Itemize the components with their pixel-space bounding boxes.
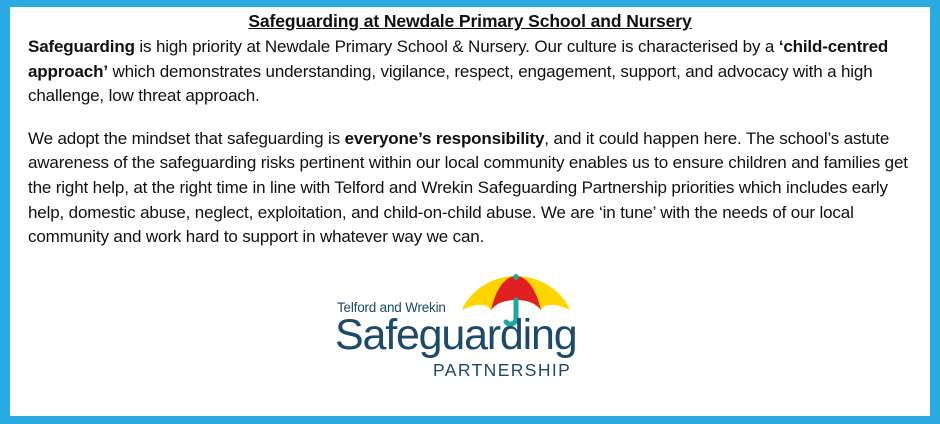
paragraph-one-emphasis: ‘child-centred approach’ (28, 36, 889, 81)
logo-subtitle: PARTNERSHIP (433, 360, 572, 380)
page-title: Safeguarding at Newdale Primary School and Nursery (248, 11, 692, 31)
logo-container (28, 272, 912, 387)
logo-org-prefix: Telford and Wrekin (337, 300, 446, 315)
paragraph-two-emphasis: everyone’s responsibility (344, 128, 545, 148)
paragraph-one-text-b: which demonstrates understanding, vigilance, respect, engagement, support, and advocacy with a high challenge, low threat approach. (28, 61, 873, 106)
document-content (10, 7, 930, 416)
paragraph-one-text-a: is high priority at Newdale Primary School & Nursery. Our culture is characterised by a (134, 36, 779, 56)
paragraph-two-text-a: We adopt the mindset that safeguarding is (28, 128, 345, 148)
safeguarding-partnership-logo (335, 272, 605, 387)
paragraph-one (28, 35, 912, 109)
paragraph-two-text-b: , and it could happen here. The school’s astute awareness of the safeguarding risks pertinent within our local community enables us to ensure children and families get the right help, at the right time in line with Telford and Wrekin Safeguarding Partnership priorities which includes early help, domestic abuse, neglect, exploitation, and child-on-child abuse. We are ‘in tune’ with the needs of our local community and work hard to support in whatever way we can. (28, 128, 908, 247)
paragraph-two (28, 127, 912, 250)
paragraph-one-lead: Safeguarding (28, 36, 135, 56)
logo-name: Safeguarding (335, 311, 577, 359)
